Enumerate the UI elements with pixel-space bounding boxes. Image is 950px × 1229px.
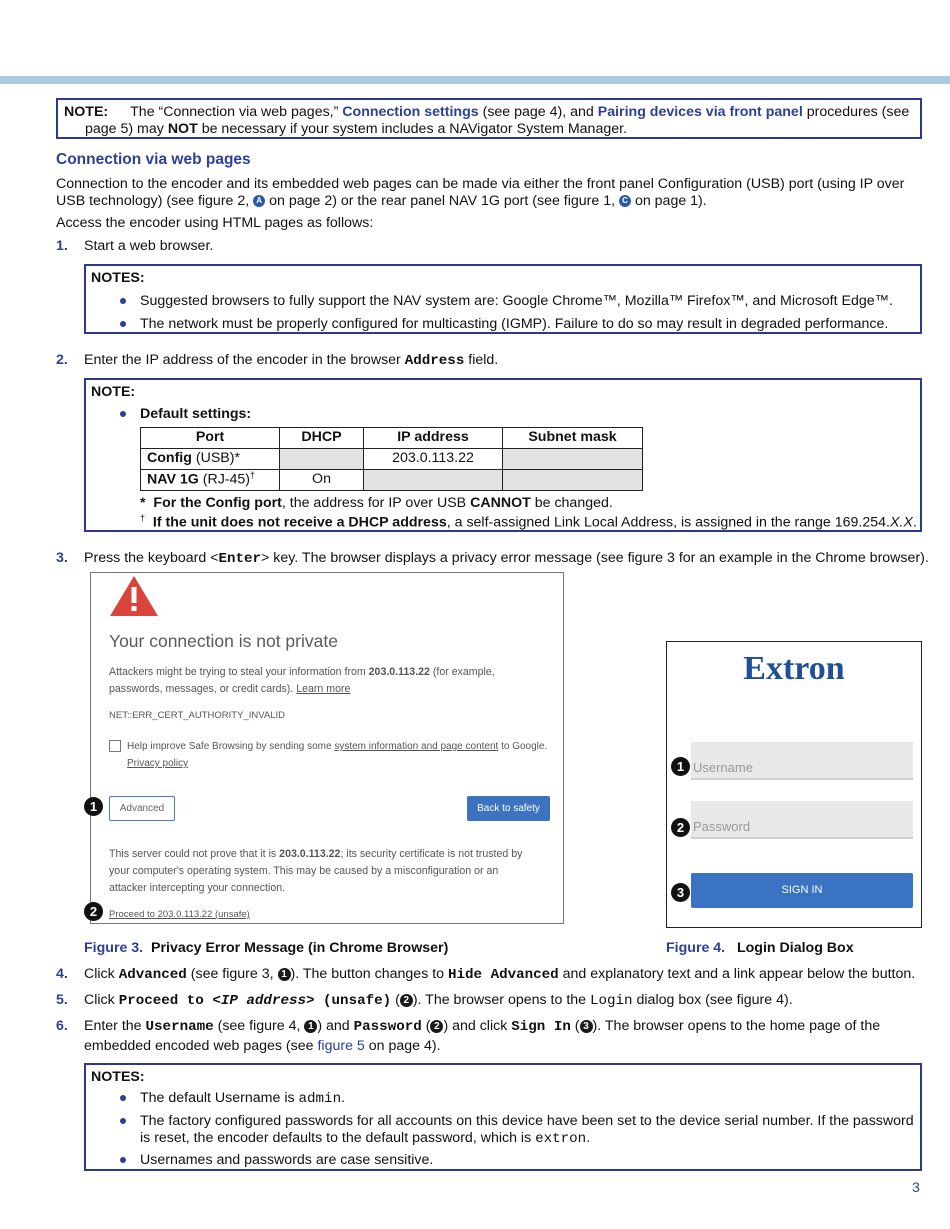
access-text: Access the encoder using HTML pages as follows: [56, 215, 374, 231]
step-text: > key. The browser displays a privacy error message (see figure 3 for an example in the Chrome browser). [261, 550, 929, 566]
step-text: ( [391, 992, 400, 1008]
ui-term: Hide Advanced [448, 967, 559, 983]
ip-address-text: 203.0.113.22 [368, 666, 430, 678]
address-field-term: Address [404, 353, 465, 369]
port-type: (USB)* [191, 450, 241, 467]
note-text: The “Connection via web pages,” [130, 104, 343, 120]
footnote-emphasis: CANNOT [470, 495, 531, 511]
step-text: field. [464, 352, 499, 368]
callout-2-icon: 2 [84, 902, 103, 921]
footnote-emphasis: For the Config port [153, 495, 282, 511]
step-text: on page 4). [364, 1038, 441, 1055]
enter-key-term: Enter [218, 551, 262, 567]
note-text: is reset, the encoder defaults to the default password, which is [140, 1130, 536, 1147]
callout-c-icon: C [619, 195, 631, 207]
table-header: Port [141, 428, 280, 449]
footnote-text: , the address for IP over USB [281, 495, 471, 511]
learn-more-link[interactable]: Learn more [296, 683, 351, 695]
callout-1-icon: 1 [304, 1020, 317, 1033]
step-number: 5. [56, 992, 68, 1008]
notes-label: NOTES: [91, 1069, 145, 1085]
explanation-text: your computer's operating system. This may be caused by a misconfiguration or an [109, 865, 499, 877]
password-field[interactable]: Password [691, 801, 913, 839]
footnote-text: , a self-assigned Link Local Address, is assigned in the range 169.254. [446, 514, 890, 531]
port-name: Config [147, 450, 192, 467]
error-code: NET::ERR_CERT_AUTHORITY_INVALID [109, 710, 285, 721]
note-bullet-text [140, 1113, 920, 1149]
figure-label: Figure 4. [666, 940, 726, 956]
connection-settings-link[interactable]: Connection settings [342, 104, 479, 120]
username-field[interactable]: Username [691, 742, 913, 780]
ui-term: Username [145, 1019, 214, 1035]
table-cell: 203.0.113.22 [364, 449, 503, 470]
note-text: . [341, 1090, 346, 1106]
step-text: Click [84, 992, 119, 1008]
note-bullet-text [140, 1090, 345, 1108]
table-row [141, 449, 643, 470]
step-text: and explanatory text and a link appear below the button. [558, 966, 916, 982]
footnote-1 [140, 495, 613, 512]
login-dialog-screenshot [666, 641, 922, 928]
ui-term: Password [353, 1019, 422, 1035]
explanation-text: This server could not prove that it is [109, 848, 280, 860]
bullet-icon [120, 411, 126, 417]
table-cell-empty [503, 449, 643, 470]
description-text: Attackers might be trying to steal your information from [109, 666, 369, 678]
note-text: The default Username is [140, 1090, 299, 1106]
step-text: ). The button changes to [290, 966, 448, 982]
table-header: DHCP [280, 428, 364, 449]
privacy-policy-link[interactable]: Privacy policy [127, 758, 189, 769]
callout-1-icon: 1 [84, 797, 103, 816]
header-bar [0, 76, 950, 84]
default-password: extron [535, 1131, 587, 1148]
intro-paragraph [56, 176, 936, 211]
table-cell [141, 449, 280, 470]
port-type: (RJ-45) [198, 472, 251, 489]
step-4-text [84, 966, 915, 984]
step-number: 2. [56, 352, 68, 368]
step-text: ). The browser opens to the home page of the [592, 1018, 881, 1034]
note-label: NOTE: [91, 384, 136, 400]
description-text: passwords, messages, or credit cards). [109, 683, 297, 695]
explanation-text: attacker intercepting your connection. [109, 882, 286, 894]
ui-term: (unsafe) [314, 993, 392, 1009]
sign-in-button[interactable]: SIGN IN [691, 873, 913, 908]
step-text: Enter the [84, 1018, 146, 1034]
step-text: Enter the IP address of the encoder in the browser [84, 352, 405, 368]
callout-1-icon: 1 [278, 968, 291, 981]
warning-triangle-icon [109, 575, 159, 617]
callout-2-icon: 2 [430, 1020, 443, 1033]
callout-a-icon: A [253, 195, 265, 207]
ui-term: Login [590, 993, 633, 1009]
pairing-devices-link[interactable]: Pairing devices via front panel [597, 104, 803, 120]
step-text: ). The browser opens to the [412, 992, 590, 1008]
step-text: ) and [317, 1018, 354, 1034]
footnote-text: . [912, 514, 917, 531]
top-note-text-2 [85, 121, 627, 138]
system-info-link[interactable]: system information and page content [334, 741, 499, 752]
ui-term-italic: <IP address> [212, 993, 315, 1009]
advanced-button[interactable]: Advanced [109, 796, 175, 821]
notes-box-3 [84, 1063, 922, 1171]
proceed-unsafe-link[interactable]: Proceed to 203.0.113.22 (unsafe) [109, 909, 250, 920]
section-title: Connection via web pages [56, 151, 251, 168]
note-emphasis: NOT [167, 121, 198, 137]
table-cell-empty [503, 470, 643, 491]
dagger-mark: † [250, 470, 256, 481]
step-text: ( [421, 1018, 431, 1034]
note-label: NOTE: [64, 104, 109, 120]
note-bullet-text: The network must be properly configured for multicasting (IGMP). Failure to do so may result in degraded performance. [140, 316, 889, 332]
table-header: Subnet mask [503, 428, 643, 449]
table-row [141, 470, 643, 491]
default-settings-table [140, 427, 643, 491]
footnote-emphasis: If the unit does not receive a DHCP address [152, 514, 447, 531]
extron-logo: Extron [743, 650, 845, 687]
notes-box-1 [84, 264, 922, 334]
step-number: 6. [56, 1018, 68, 1034]
port-name: NAV 1G [147, 472, 199, 489]
note-text: The factory configured passwords for all accounts on this device have been set to the device serial number. If the password [140, 1113, 914, 1129]
figure-title: Privacy Error Message (in Chrome Browser) [151, 940, 449, 956]
figure-5-link[interactable]: figure 5 [317, 1038, 365, 1055]
callout-2-icon: 2 [400, 994, 413, 1007]
notes-label: NOTES: [91, 270, 145, 286]
certificate-explanation [109, 846, 554, 897]
description-text: (for example, [429, 666, 495, 678]
footnote-text: be changed. [530, 495, 613, 511]
footnote-mark: * [140, 495, 146, 511]
step-1-text: Start a web browser. [84, 238, 214, 254]
note-bullet-text: Usernames and passwords are case sensitive. [140, 1152, 434, 1168]
figure-title: Login Dialog Box [736, 940, 854, 956]
step-text: (see figure 4, [213, 1018, 305, 1034]
step-6-line-2 [84, 1038, 924, 1055]
table-cell-empty [280, 449, 364, 470]
step-6-text [84, 1018, 924, 1056]
table-cell [141, 470, 280, 491]
figure-3-caption [84, 940, 448, 957]
step-2-text [84, 352, 498, 370]
note-bullet-text: Suggested browsers to fully support the NAV system are: Google Chrome™, Mozilla™ Firefox™, and Microsoft Edge™. [140, 293, 893, 309]
intro-line-1: Connection to the encoder and its embedded web pages can be made via either the front panel Configuration (USB) port (using IP over [56, 176, 905, 192]
footnote-2 [140, 513, 917, 532]
intro-text: USB technology) (see figure 2, [56, 193, 254, 210]
top-note-box [56, 98, 922, 139]
figure-label: Figure 3. [84, 940, 144, 956]
bullet-icon [120, 1157, 126, 1163]
bullet-icon [120, 298, 126, 304]
figure-4-caption [666, 940, 854, 957]
step-text: dialog box (see figure 4). [632, 992, 793, 1008]
table-header-row [141, 428, 643, 449]
note-text: page 5) may [85, 121, 168, 137]
callout-3-icon: 3 [580, 1020, 593, 1033]
table-cell: On [280, 470, 364, 491]
footnote-italic: X.X [889, 514, 913, 531]
explanation-text: ; its security certificate is not trusted by [340, 848, 523, 860]
step-text: ( [570, 1018, 580, 1034]
intro-text: on page 1). [631, 193, 707, 210]
footnote-mark: † [140, 513, 146, 523]
note-text: be necessary if your system includes a NAVigator System Manager. [197, 121, 627, 137]
step-text: embedded encoded web pages (see [84, 1038, 318, 1055]
default-username: admin [298, 1091, 342, 1107]
note-text: procedures (see [802, 104, 910, 120]
ip-address-text: 203.0.113.22 [279, 848, 341, 860]
step-text: ) and click [443, 1018, 512, 1034]
callout-1-icon: 1 [671, 757, 690, 776]
checkbox-label: Help improve Safe Browsing by sending some [127, 741, 335, 752]
note-text: (see page 4), and [478, 104, 598, 120]
ui-term: Advanced [118, 967, 187, 983]
default-settings-label: Default settings: [140, 406, 252, 422]
step-number: 1. [56, 238, 68, 254]
note-box-2 [84, 378, 922, 532]
step-number: 3. [56, 550, 68, 566]
step-3-text [84, 550, 929, 568]
bullet-icon [120, 321, 126, 327]
step-6-line-1 [84, 1018, 924, 1036]
table-header: IP address [364, 428, 503, 449]
checkbox-label: to Google. [498, 741, 548, 752]
page-number: 3 [912, 1180, 920, 1196]
ui-term: Sign In [511, 1019, 571, 1035]
safe-browsing-checkbox[interactable] [109, 740, 121, 752]
ui-term: Proceed to [118, 993, 213, 1009]
back-to-safety-button[interactable]: Back to safety [467, 796, 550, 821]
privacy-error-title: Your connection is not private [109, 631, 338, 651]
step-text: (see figure 3, [186, 966, 278, 982]
step-5-text [84, 992, 793, 1010]
bullet-icon [120, 1118, 126, 1124]
intro-text: on page 2) or the rear panel NAV 1G port (see figure 1, [265, 193, 619, 210]
table-cell-empty [364, 470, 503, 491]
step-text: Press the keyboard < [84, 550, 219, 566]
safe-browsing-text [127, 738, 547, 772]
callout-2-icon: 2 [671, 818, 690, 837]
step-number: 4. [56, 966, 68, 982]
privacy-error-screenshot [90, 572, 564, 924]
bullet-icon [120, 1095, 126, 1101]
top-note-text [64, 104, 914, 121]
step-text: Click [84, 966, 119, 982]
note-text: . [586, 1130, 591, 1147]
privacy-error-description [109, 664, 549, 698]
intro-line-2 [56, 193, 936, 210]
callout-3-icon: 3 [671, 883, 690, 902]
